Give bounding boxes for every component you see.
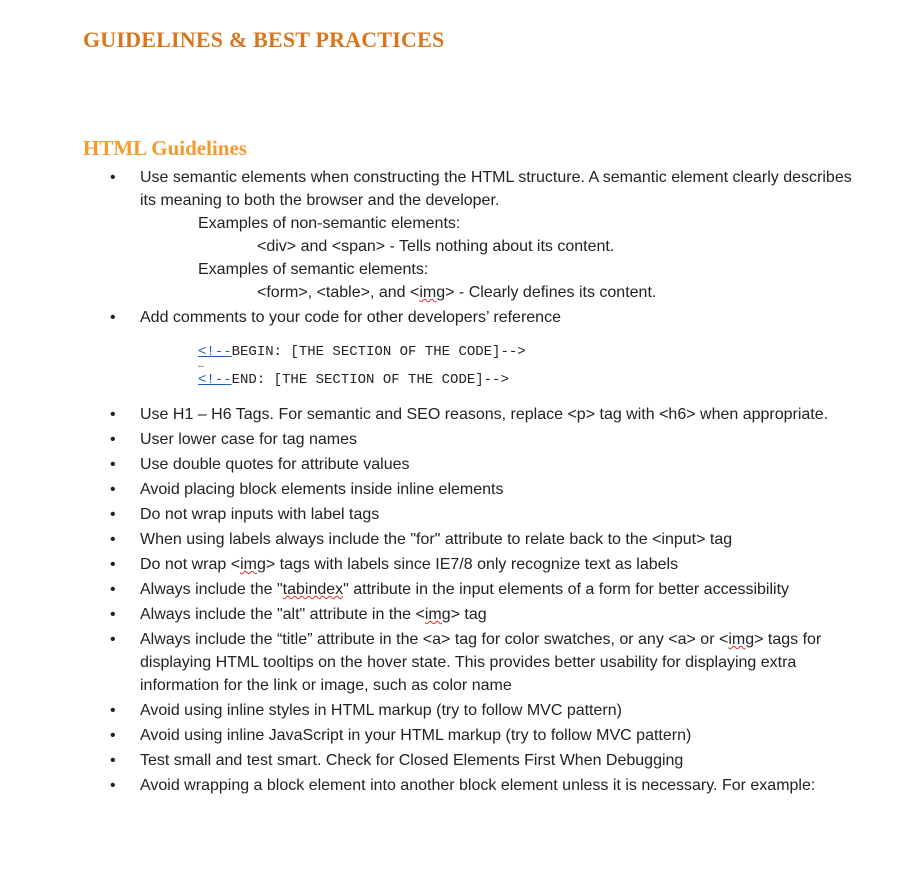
list-item-text: > tag: [450, 606, 487, 623]
list-item: • Avoid placing block elements inside inline elements: [0, 478, 901, 501]
nonsemantic-label: Examples of non-semantic elements:: [198, 215, 461, 232]
list-item: • Avoid using inline styles in HTML markup (try to follow MVC pattern): [0, 699, 901, 722]
spellcheck-word: img: [419, 284, 446, 301]
list-item-text: > tags with labels since IE7/8 only recognize text as labels: [265, 556, 679, 573]
spellcheck-word: img: [728, 631, 755, 648]
code-text: BEGIN: [THE SECTION OF THE CODE]-->: [231, 344, 526, 360]
list-item-text: • Add comments to your code for other developers’ reference: [140, 309, 561, 326]
list-item-text: • Use semantic elements when constructing the HTML structure. A semantic element clearly describes its meaning to both the browser and the developer.: [140, 169, 852, 209]
list-item: • Avoid using inline JavaScript in your HTML markup (try to follow MVC pattern): [0, 724, 901, 747]
code-line-end: [198, 371, 861, 389]
section-heading: HTML Guidelines: [83, 136, 247, 160]
list-item: [0, 628, 901, 697]
list-item: • Use double quotes for attribute values: [0, 453, 901, 476]
list-item: • User lower case for tag names: [0, 428, 901, 451]
list-item-text: Do not wrap <: [140, 556, 241, 573]
list-item: • Use H1 – H6 Tags. For semantic and SEO reasons, replace <p> tag with <h6> when appropriate.: [0, 403, 901, 426]
page-title: GUIDELINES & BEST PRACTICES: [83, 27, 445, 52]
list-item: • Do not wrap inputs with label tags: [0, 503, 901, 526]
list-item: [0, 578, 901, 601]
code-ellipsis: …: [198, 360, 205, 371]
comment-open-link[interactable]: <!--: [198, 344, 232, 360]
spellcheck-word: tabindex: [282, 581, 344, 598]
list-item: • Test small and test smart. Check for Closed Elements First When Debugging: [0, 749, 901, 772]
list-item-text: " attribute in the input elements of a form for better accessibility: [343, 581, 790, 598]
comment-open-link[interactable]: <!--: [198, 372, 232, 388]
list-item: • Avoid wrapping a block element into another block element unless it is necessary. For example:: [0, 774, 901, 797]
semantic-label: Examples of semantic elements:: [198, 261, 429, 278]
code-text: END: [THE SECTION OF THE CODE]-->: [231, 372, 509, 388]
list-item-text: > tags for displaying HTML tooltips on the hover state. This provides better usability for displaying extra information for the link or image, such as color name: [140, 631, 822, 694]
semantic-example: [0, 281, 861, 304]
code-sample: [0, 343, 861, 389]
guidelines-list: [0, 166, 901, 797]
semantic-example-prefix: <form>, <table>, and <: [257, 284, 420, 301]
guidelines-content: [0, 166, 901, 797]
code-line-begin: [198, 343, 861, 361]
list-item: [0, 603, 901, 626]
semantic-example-suffix: > - Clearly defines its content.: [445, 284, 657, 301]
spellcheck-word: img: [424, 606, 451, 623]
spellcheck-word: img: [240, 556, 266, 573]
list-item: [0, 553, 901, 576]
list-item-text: Always include the “title” attribute in the <a> tag for color swatches, or any <a> or <: [140, 631, 729, 648]
nonsemantic-example: <div> and <span> - Tells nothing about its content.: [257, 238, 615, 255]
list-item-text: Always include the ": [140, 581, 283, 598]
list-item-semantic: [0, 166, 901, 304]
list-item-text: Always include the "alt" attribute in the <: [140, 606, 425, 623]
list-item: • When using labels always include the "for" attribute to relate back to the <input> tag: [0, 528, 901, 551]
list-item-comments: [0, 306, 901, 389]
